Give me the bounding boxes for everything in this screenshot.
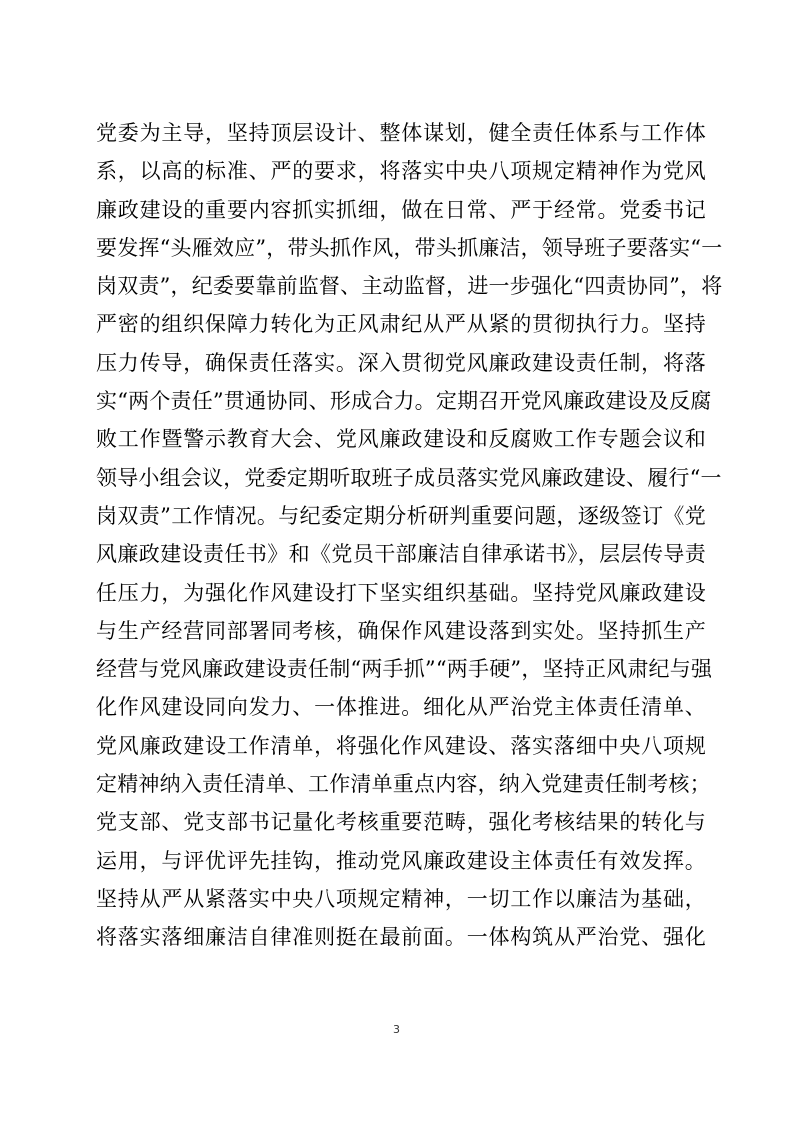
text-line: 风廉政建设责任书》和《党员干部廉洁自律承诺书》，层层传导责: [96, 542, 706, 567]
text-line: 党委为主导，坚持顶层设计、整体谋划，健全责任体系与工作体: [96, 121, 706, 145]
text-line: 运用，与评优评先挂钩，推动党风廉政建设主体责任有效发挥。: [96, 848, 706, 873]
text-line: 任压力，为强化作风建设打下坚实组织基础。坚持党风廉政建设: [96, 580, 706, 605]
body-paragraph: [96, 114, 723, 957]
text-line: 系，以高的标准、严的要求，将落实中央八项规定精神作为党风: [96, 159, 706, 184]
text-line: 败工作暨警示教育大会、党风廉政建设和反腐败工作专题会议和: [96, 427, 706, 452]
text-line: 党支部、党支部书记量化考核重要范畴，强化考核结果的转化与: [96, 810, 706, 835]
text-line: 党风廉政建设工作清单，将强化作风建设、落实落细中央八项规: [96, 733, 706, 758]
text-line: 压力传导，确保责任落实。深入贯彻党风廉政建设责任制，将落: [96, 350, 706, 375]
text-line: 坚持从严从紧落实中央八项规定精神，一切工作以廉洁为基础，: [96, 886, 706, 911]
text-line: 经营与党风廉政建设责任制“两手抓”“两手硬”，坚持正风肃纪与强: [96, 657, 713, 682]
text-line: 岗双责”，纪委要靠前监督、主动监督，进一步强化“四责协同”，将: [96, 274, 723, 299]
text-line: 领导小组会议，党委定期听取班子成员落实党风廉政建设、履行“一: [96, 465, 722, 490]
text-line: 严密的组织保障力转化为正风肃纪从严从紧的贯彻执行力。坚持: [96, 312, 706, 337]
page-number: 3: [393, 1023, 400, 1036]
text-line: 实“两个责任”贯通协同、形成合力。定期召开党风廉政建设及反腐: [96, 389, 712, 414]
text-line: 岗双责”工作情况。与纪委定期分析研判重要问题，逐级签订《党: [96, 503, 706, 528]
text-line: 廉政建设的重要内容抓实抓细，做在日常、严于经常。党委书记: [96, 197, 706, 222]
text-line: 要发挥“头雁效应”，带头抓作风，带头抓廉洁，领导班子要落实“一: [96, 235, 723, 260]
text-line: 与生产经营同部署同考核，确保作风建设落到实处。坚持抓生产: [96, 618, 706, 643]
text-line: 化作风建设同向发力、一体推进。细化从严治党主体责任清单、: [96, 695, 706, 720]
text-line: 将落实落细廉洁自律准则挺在最前面。一体构筑从严治党、强化: [96, 925, 706, 950]
text-line: 定精神纳入责任清单、工作清单重点内容，纳入党建责任制考核；: [96, 772, 711, 797]
